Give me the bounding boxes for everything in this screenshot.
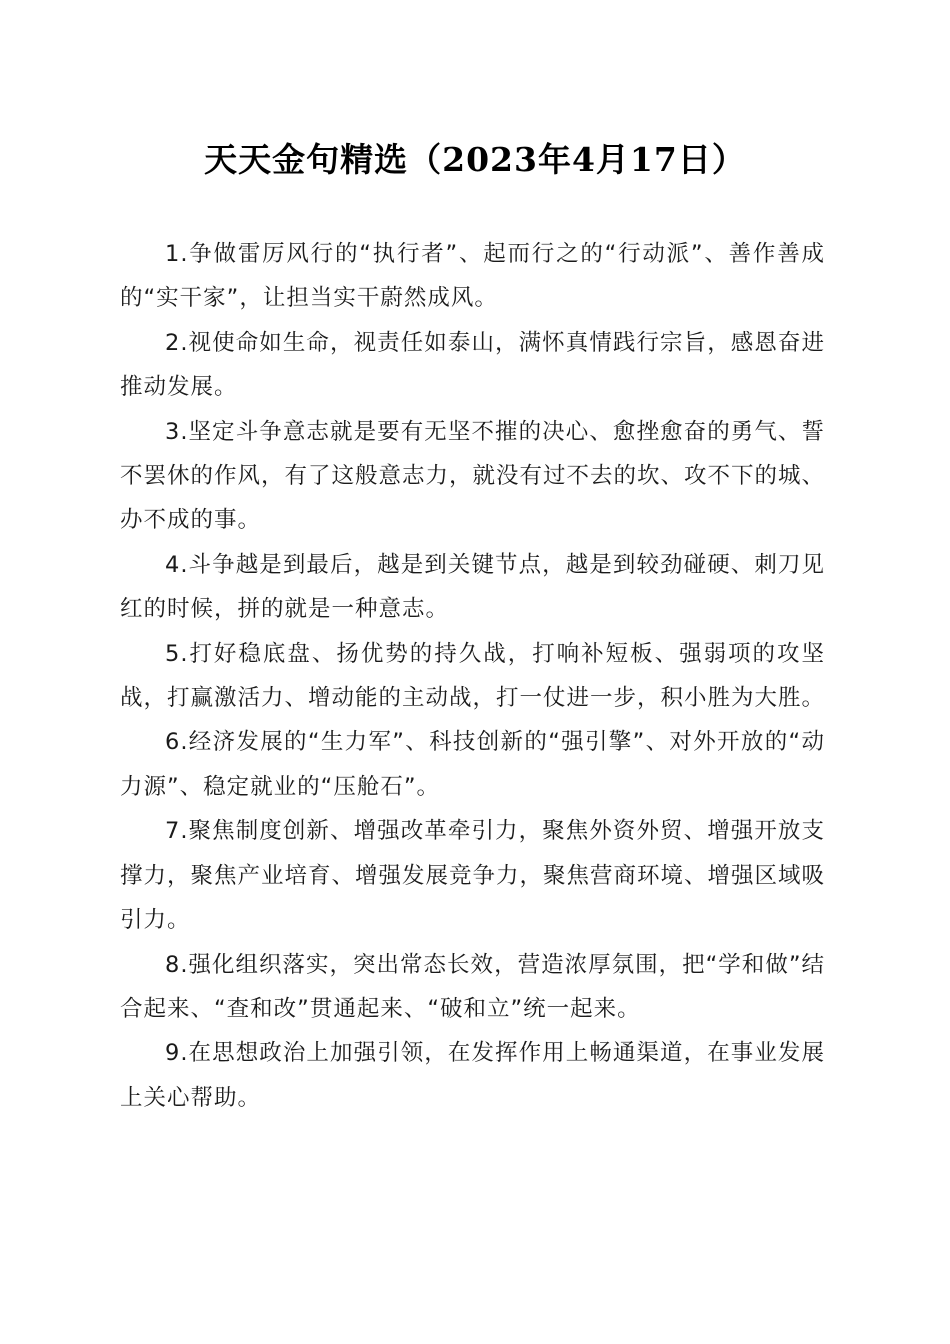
paragraph-6: 6.经济发展的“生力军”、科技创新的“强引擎”、对外开放的“动力源”、稳定就业的“压舱石”。 (120, 729, 825, 800)
paragraph-4: 4.斗争越是到最后，越是到关键节点，越是到较劲碰硬、刺刀见红的时候，拼的就是一种意志。 (120, 551, 825, 623)
paragraph-7: 7.聚焦制度创新、增强改革牵引力，聚焦外资外贸、增强开放支撑力，聚焦产业培育、增强发展竞争力，聚焦营商环境、增强区域吸引力。 (120, 818, 826, 934)
paragraph-9: 9.在思想政治上加强引领，在发挥作用上畅通渠道，在事业发展上关心帮助。 (120, 1040, 825, 1111)
paragraph-5: 5.打好稳底盘、扬优势的持久战，打响补短板、强弱项的攻坚战，打赢激活力、增动能的主动战，打一仗进一步，积小胜为大胜。 (120, 640, 826, 712)
paragraph-2: 2.视使命如生命，视责任如泰山，满怀真情践行宗旨，感恩奋进推动发展。 (120, 329, 825, 401)
paragraph-8: 8.强化组织落实，突出常态长效，营造浓厚氛围，把“学和做”结合起来、“查和改”贯通起来、“破和立”统一起来。 (120, 951, 825, 1022)
paragraph-1: 1.争做雷厉风行的“执行者”、起而行之的“行动派”、善作善成的“实干家”，让担当实干蔚然成风。 (120, 241, 825, 312)
page-title: 天天金句精选（2023年4月17日） (204, 140, 746, 179)
document-body (120, 232, 825, 1120)
paragraph-3: 3.坚定斗争意志就是要有无坚不摧的决心、愈挫愈奋的勇气、誓不罢休的作风，有了这般意志力，就没有过不去的坎、攻不下的城、办不成的事。 (120, 418, 826, 534)
